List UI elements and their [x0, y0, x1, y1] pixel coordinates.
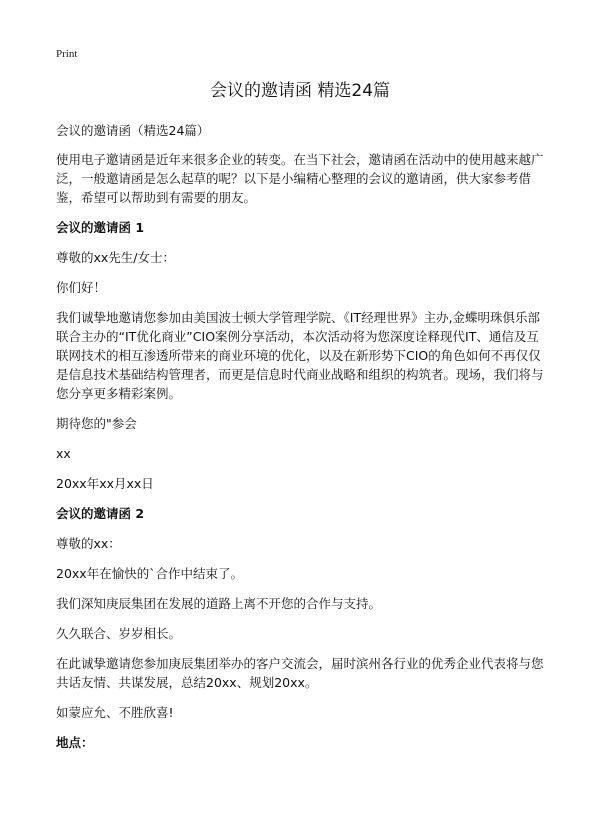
- intro-paragraph: 使用电子邀请函是近年来很多企业的转变。在当下社会，邀请函在活动中的使用越来越广泛，一般邀请函是怎么起草的呢？以下是小编精心整理的会议的邀请函，供大家参考借鉴，希望可以帮助到有需要的朋友。: [56, 152, 544, 205]
- letter-1-greeting: 你们好！: [56, 280, 107, 295]
- letter-1-heading: 会议的邀请函 1: [56, 220, 145, 235]
- letter-2-paragraph: 久久联合、岁岁相长。: [56, 626, 182, 641]
- letter-1-salutation: 尊敬的xx先生/女士：: [56, 250, 176, 265]
- location-label: 地点：: [56, 735, 94, 750]
- letter-1-body: 我们诚挚地邀请您参加由美国波士顿大学管理学院、《IT经理世界》主办,金蝶明珠俱乐部联合主办的“IT优化商业”CIO案例分享活动，本次活动将为您深度诠释现代IT、通信及互联网技术的相互渗透所带来的商业环境的优化，以及在新形势下CIO的角色如何不再仅仅是信息技术基础结构管理者，而更是信息时代商业战略和组织的构筑者。现场，我们将与您分享更多精彩案例。: [56, 310, 544, 401]
- letter-1-sender: xx: [56, 446, 71, 461]
- subtitle: 会议的邀请函（精选24篇）: [56, 123, 210, 138]
- print-label: Print: [56, 48, 78, 60]
- letter-2-closing: 如蒙应允、不胜欣喜!: [56, 705, 174, 720]
- letter-1-date: 20xx年xx月xx日: [56, 476, 154, 491]
- document-body: [56, 121, 546, 763]
- page-title: 会议的邀请函 精选24篇: [209, 81, 391, 101]
- letter-2-heading: 会议的邀请函 2: [56, 506, 145, 521]
- letter-2-paragraph: 20xx年在愉快的`合作中结束了。: [56, 566, 243, 581]
- letter-2-salutation: 尊敬的xx：: [56, 536, 121, 551]
- letter-2-body: 在此诚挚邀请您参加庚辰集团举办的客户交流会，届时滨州各行业的优秀企业代表将与您共话友情、共谋发展，总结20xx、规划20xx。: [56, 656, 544, 690]
- letter-2-paragraph: 我们深知庚辰集团在发展的道路上离不开您的合作与支持。: [56, 596, 382, 611]
- letter-1-closing: 期待您的"参会: [56, 416, 137, 431]
